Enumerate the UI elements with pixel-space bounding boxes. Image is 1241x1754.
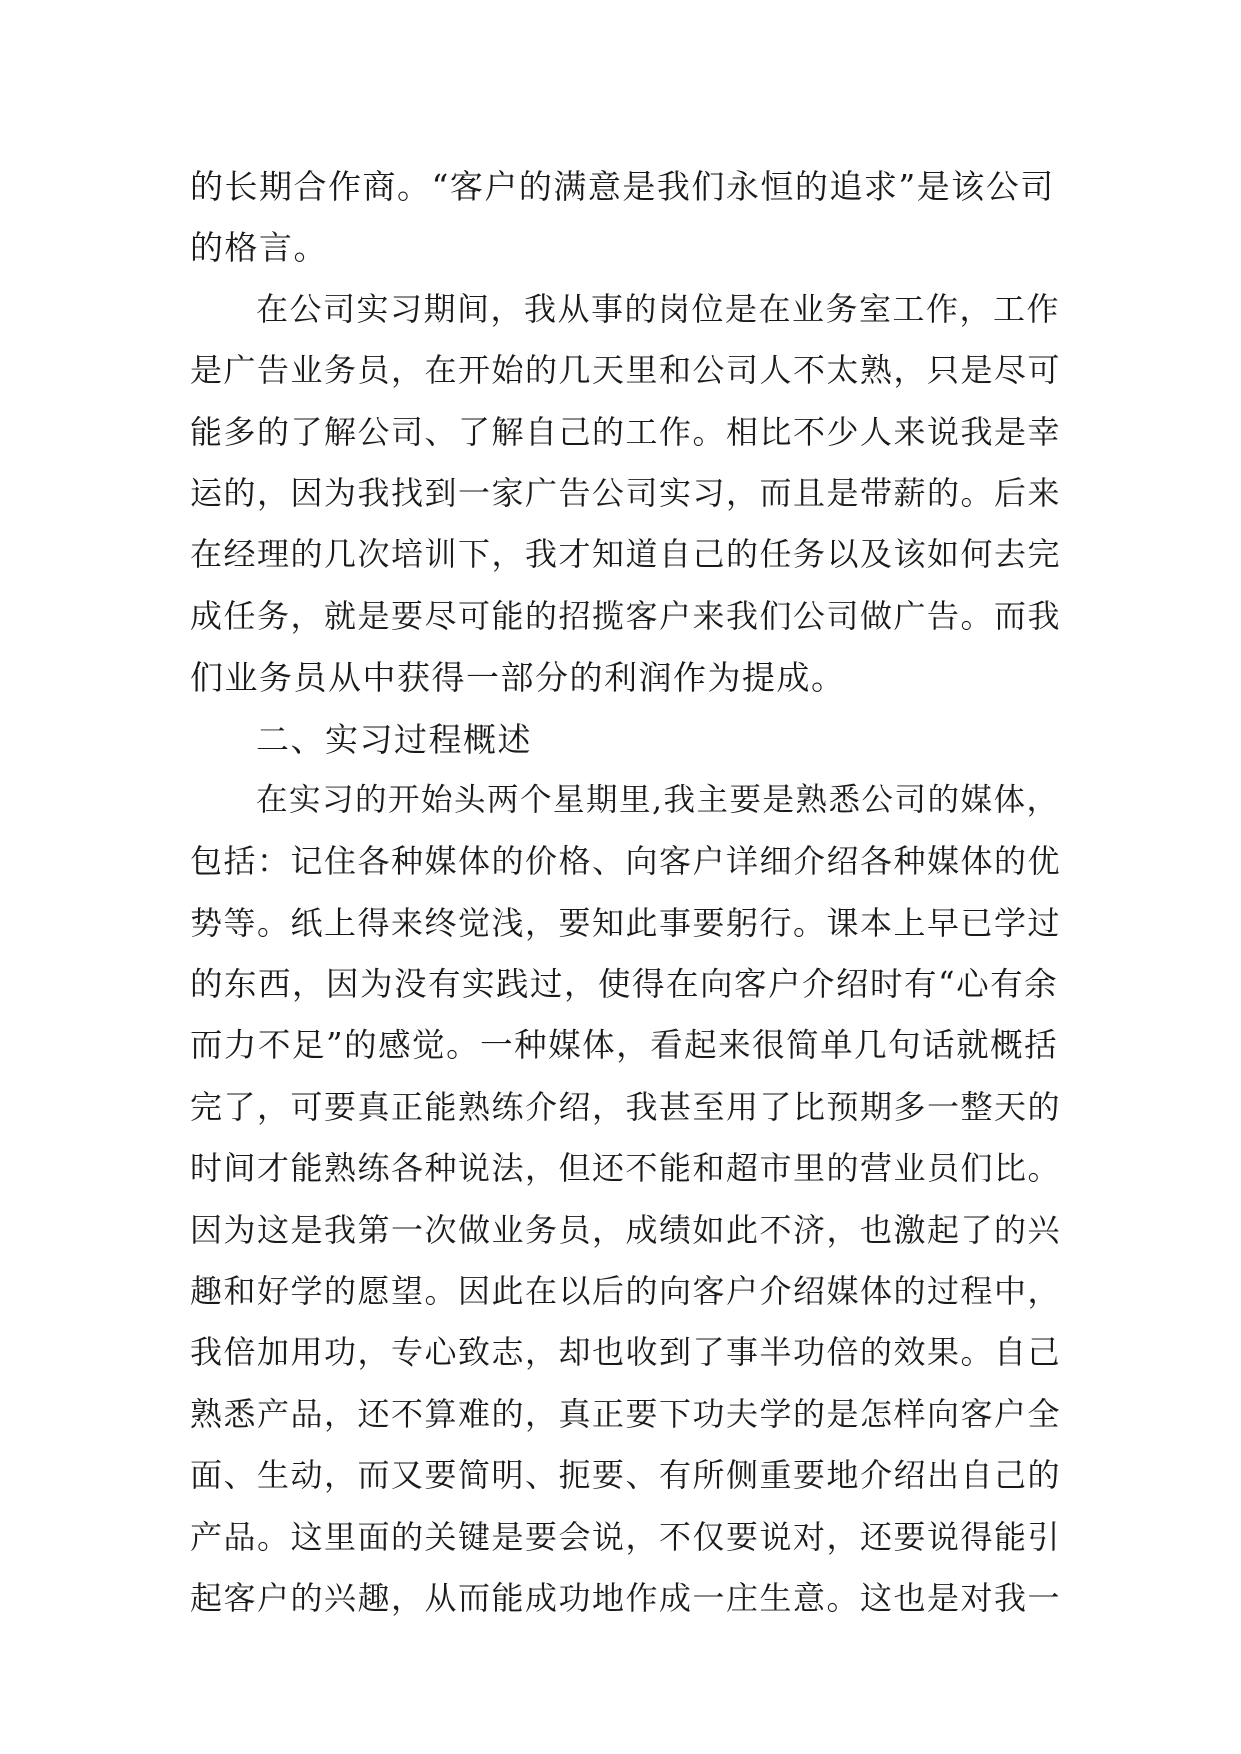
text-line: 二、实习过程概述 <box>256 719 532 759</box>
text-line: 在公司实习期间，我从事的岗位是在业务室工作，工作 <box>256 289 1061 328</box>
text-line: 包括：记住各种媒体的价格、向客户详细介绍各种媒体的优 <box>190 842 1062 881</box>
text-line: 起客户的兴趣，从而能成功地作成一庄生意。这也是对我一 <box>190 1578 1062 1617</box>
text-line: 因为这是我第一次做业务员，成绩如此不济，也激起了的兴 <box>190 1210 1062 1249</box>
text-line: 面、生动，而又要简明、扼要、有所侧重要地介绍出自己的 <box>190 1456 1062 1495</box>
text-line: 是广告业务员，在开始的几天里和公司人不太熟，只是尽可 <box>190 351 1062 390</box>
text-line: 时间才能熟练各种说法，但还不能和超市里的营业员们比。 <box>190 1149 1062 1188</box>
text-line: 运的，因为我找到一家广告公司实习，而且是带薪的。后来 <box>190 473 1062 512</box>
text-line: 势等。纸上得来终觉浅，要知此事要躬行。课本上早已学过 <box>190 903 1062 942</box>
text-line: 而力不足”的感觉。一种媒体，看起来很简单几句话就概括 <box>190 1026 1059 1065</box>
text-line: 完了，可要真正能熟练介绍，我甚至用了比预期多一整天的 <box>190 1087 1062 1126</box>
text-line: 熟悉产品，还不算难的，真正要下功夫学的是怎样向客户全 <box>190 1394 1062 1433</box>
text-line: 趣和好学的愿望。因此在以后的向客户介绍媒体的过程中， <box>190 1272 1062 1311</box>
text-line: 成任务，就是要尽可能的招揽客户来我们公司做广告。而我 <box>190 596 1062 635</box>
text-line: 们业务员从中获得一部分的利润作为提成。 <box>190 658 846 698</box>
text-line: 产品。这里面的关键是要会说，不仅要说对，还要说得能引 <box>190 1517 1062 1556</box>
text-line: 能多的了解公司、了解自己的工作。相比不少人来说我是幸 <box>190 412 1062 451</box>
text-line: 的长期合作商。“客户的满意是我们永恒的追求”是该公司 <box>190 167 1055 206</box>
text-line: 的东西，因为没有实践过，使得在向客户介绍时有“心有余 <box>190 965 1059 1004</box>
text-line: 在经理的几次培训下，我才知道自己的任务以及该如何去完 <box>190 535 1062 574</box>
text-line: 我倍加用功，专心致志，却也收到了事半功倍的效果。自己 <box>190 1333 1062 1372</box>
text-line: 在实习的开始头两个星期里,我主要是熟悉公司的媒体， <box>256 781 1060 818</box>
body-text <box>190 156 1070 1629</box>
text-line: 的格言。 <box>190 228 328 268</box>
